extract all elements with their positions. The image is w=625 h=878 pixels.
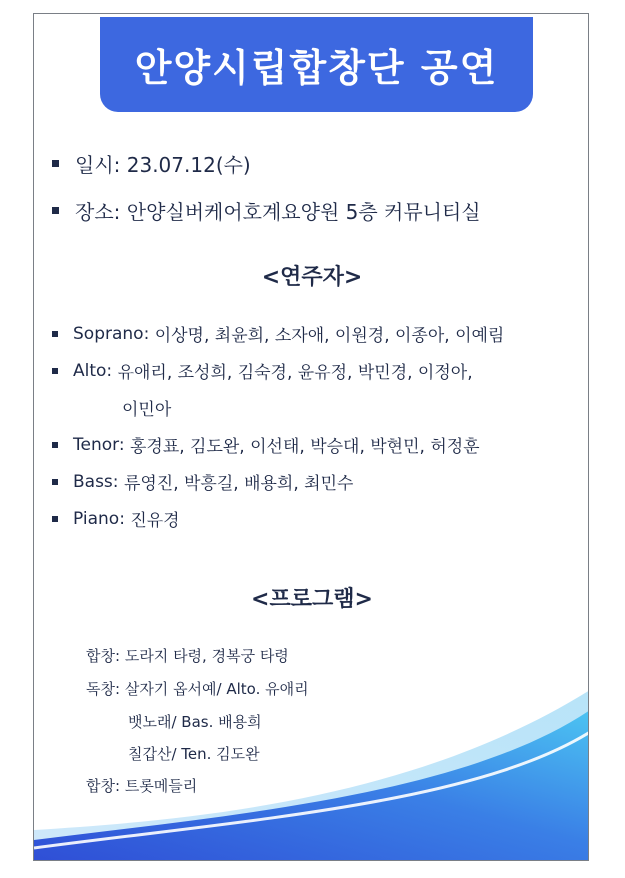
performer-row bbox=[52, 469, 353, 494]
square-bullet-icon bbox=[52, 442, 58, 448]
square-bullet-icon bbox=[52, 160, 59, 167]
performer-part: Tenor: bbox=[73, 434, 125, 455]
performer-names: 유애리, 조성희, 김숙경, 윤유정, 박민경, 이정아, bbox=[117, 363, 473, 383]
performers-heading: <연주자> bbox=[261, 265, 363, 290]
performer-part: Bass: bbox=[73, 471, 119, 492]
performer-names-continued: 이민아 bbox=[122, 400, 172, 420]
decorative-wave bbox=[34, 680, 589, 860]
program-item: 뱃노래/ Bas. 배용희 bbox=[128, 713, 262, 731]
info-date-label: 일시: bbox=[75, 153, 121, 177]
program-label: 합창: bbox=[86, 647, 121, 665]
performer-part: Piano: bbox=[73, 508, 125, 529]
page-title: 안양시립합창단 공연 bbox=[134, 46, 499, 90]
program-item bbox=[86, 645, 289, 666]
square-bullet-icon bbox=[52, 479, 58, 485]
program-heading: <프로그램> bbox=[251, 587, 373, 612]
program-text: 살자기 옵서예/ Alto. 유애리 bbox=[124, 680, 309, 698]
info-date-value: 23.07.12(수) bbox=[126, 153, 251, 177]
performer-names: 류영진, 박흥길, 배용희, 최민수 bbox=[123, 474, 354, 494]
square-bullet-icon bbox=[52, 368, 58, 374]
performer-row bbox=[52, 432, 480, 457]
info-place bbox=[52, 196, 481, 225]
program-text: 도라지 타령, 경복궁 타령 bbox=[124, 647, 289, 665]
program-label: 합창: bbox=[86, 777, 121, 795]
performer-part: Alto: bbox=[73, 360, 113, 381]
program-label: 독창: bbox=[86, 680, 121, 698]
performer-row bbox=[52, 506, 180, 531]
performer-part: Soprano: bbox=[73, 323, 150, 344]
title-banner bbox=[100, 17, 533, 112]
info-place-value: 안양실버케어호계요양원 5층 커뮤니티실 bbox=[126, 200, 481, 224]
performer-names: 진유경 bbox=[130, 511, 180, 531]
performer-row bbox=[52, 321, 504, 346]
program-item: 칠갑산/ Ten. 김도완 bbox=[128, 745, 260, 763]
square-bullet-icon bbox=[52, 516, 58, 522]
poster-frame bbox=[33, 13, 589, 861]
performer-names: 이상명, 최윤희, 소자애, 이원경, 이종아, 이예림 bbox=[154, 326, 505, 346]
performer-names: 홍경표, 김도완, 이선태, 박승대, 박현민, 허정훈 bbox=[129, 437, 480, 457]
info-date bbox=[52, 149, 251, 178]
performer-row bbox=[52, 358, 473, 383]
square-bullet-icon bbox=[52, 207, 59, 214]
info-place-label: 장소: bbox=[75, 200, 121, 224]
program-text: 트롯메들리 bbox=[124, 777, 198, 795]
square-bullet-icon bbox=[52, 331, 58, 337]
